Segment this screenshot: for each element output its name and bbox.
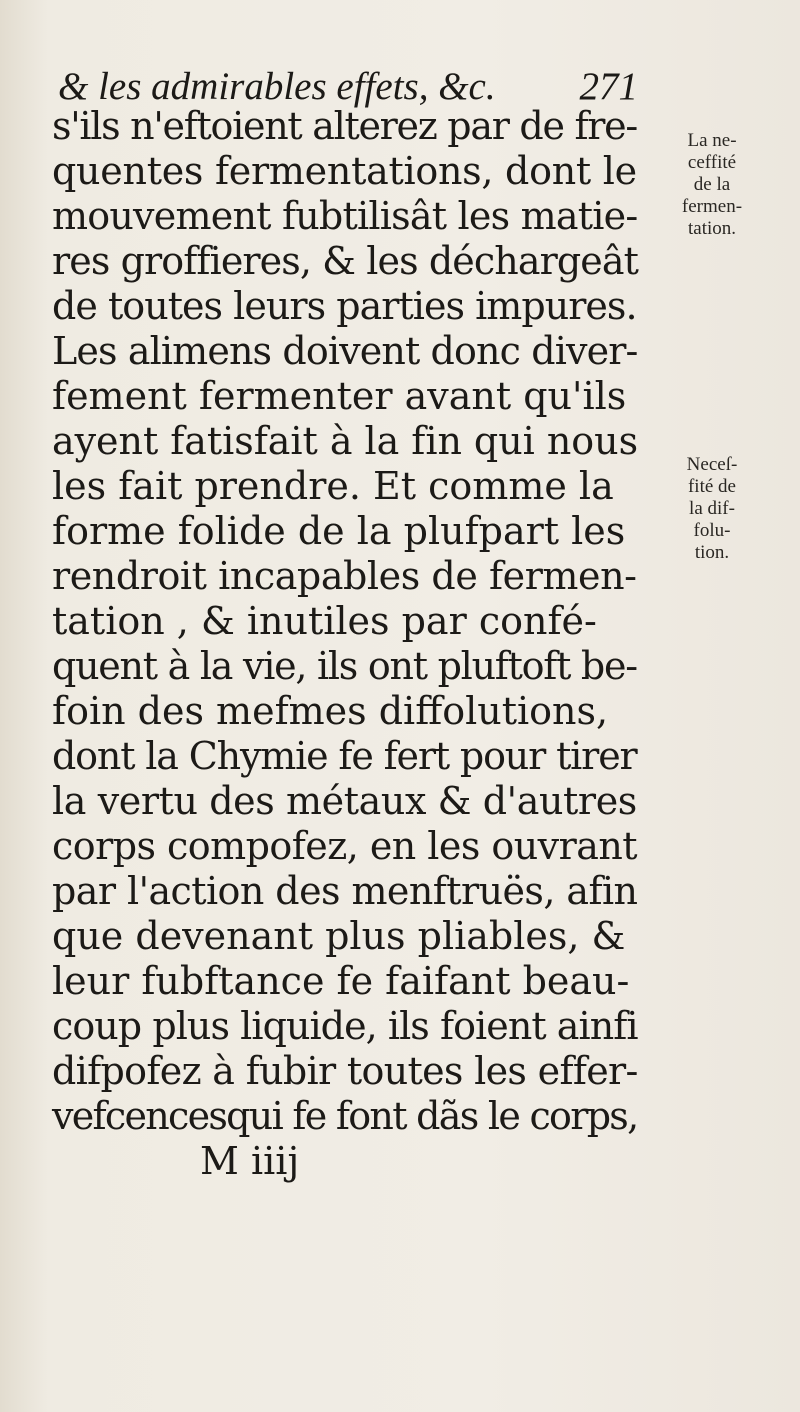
margin-note-line: de la [693, 174, 731, 195]
margin-note-line: tation. [687, 218, 737, 239]
margin-note-line: folu- [693, 520, 731, 541]
text-line: foin des mefmes diffolutions, [52, 689, 609, 733]
margin-note-line: Neceſ- [686, 454, 738, 475]
text-line: ayent fatisfait à la fin qui nous [52, 419, 639, 463]
margin-note-line: fité de [687, 476, 736, 497]
main-text [52, 104, 637, 1184]
margin-note-fermentation [652, 130, 772, 240]
text-line: s'ils n'eftoient alterez par de fre- [52, 104, 637, 148]
text-line: par l'action des menftruës, afin [52, 869, 638, 913]
text-line: difpofez à fubir toutes les effer- [52, 1049, 638, 1093]
margin-note-line: fermen- [681, 196, 743, 217]
text-line: les fait prendre. Et comme la [52, 464, 614, 508]
margin-note-line: la dif- [689, 498, 735, 519]
text-line: leur fubftance fe faifant beau- [52, 959, 630, 1003]
text-line: quent à la vie, ils ont pluftoft be- [52, 644, 637, 688]
text-line: de toutes leurs parties impures. [52, 284, 637, 328]
text-line: dont la Chymie fe fert pour tirer [52, 734, 637, 778]
text-line: la vertu des métaux & d'autres [52, 779, 637, 823]
text-line: mouvement fubtilisât les matie- [52, 194, 638, 238]
text-line: rendroit incapables de fermen- [52, 554, 637, 598]
margin-note-dissolution [652, 454, 772, 564]
text-line: vefcencesqui fe font dãs le corps, [52, 1094, 638, 1138]
text-line: forme folide de la plufpart les [52, 509, 626, 553]
text-line: corps compofez, en les ouvrant [52, 824, 638, 868]
page-number: 271 [579, 65, 638, 108]
margin-note-line: ceffité [687, 152, 737, 173]
margin-note-line: tion. [694, 542, 730, 563]
text-line: res groffieres, & les déchargeât [52, 239, 638, 283]
text-line: Les alimens doivent donc diver- [52, 329, 638, 373]
text-line: que devenant plus pliables, & [52, 914, 626, 958]
text-line: quentes fermentations, dont le [52, 149, 637, 193]
text-line: fement fermenter avant qu'ils [52, 374, 627, 418]
running-title: & les admirables effets, &c. [58, 65, 496, 108]
text-line: tation , & inutiles par confé- [52, 599, 597, 643]
signature-mark: M iiij [200, 1139, 300, 1183]
margin-note-line: La ne- [687, 130, 737, 151]
text-line: coup plus liquide, ils foient ainfi [52, 1004, 638, 1048]
